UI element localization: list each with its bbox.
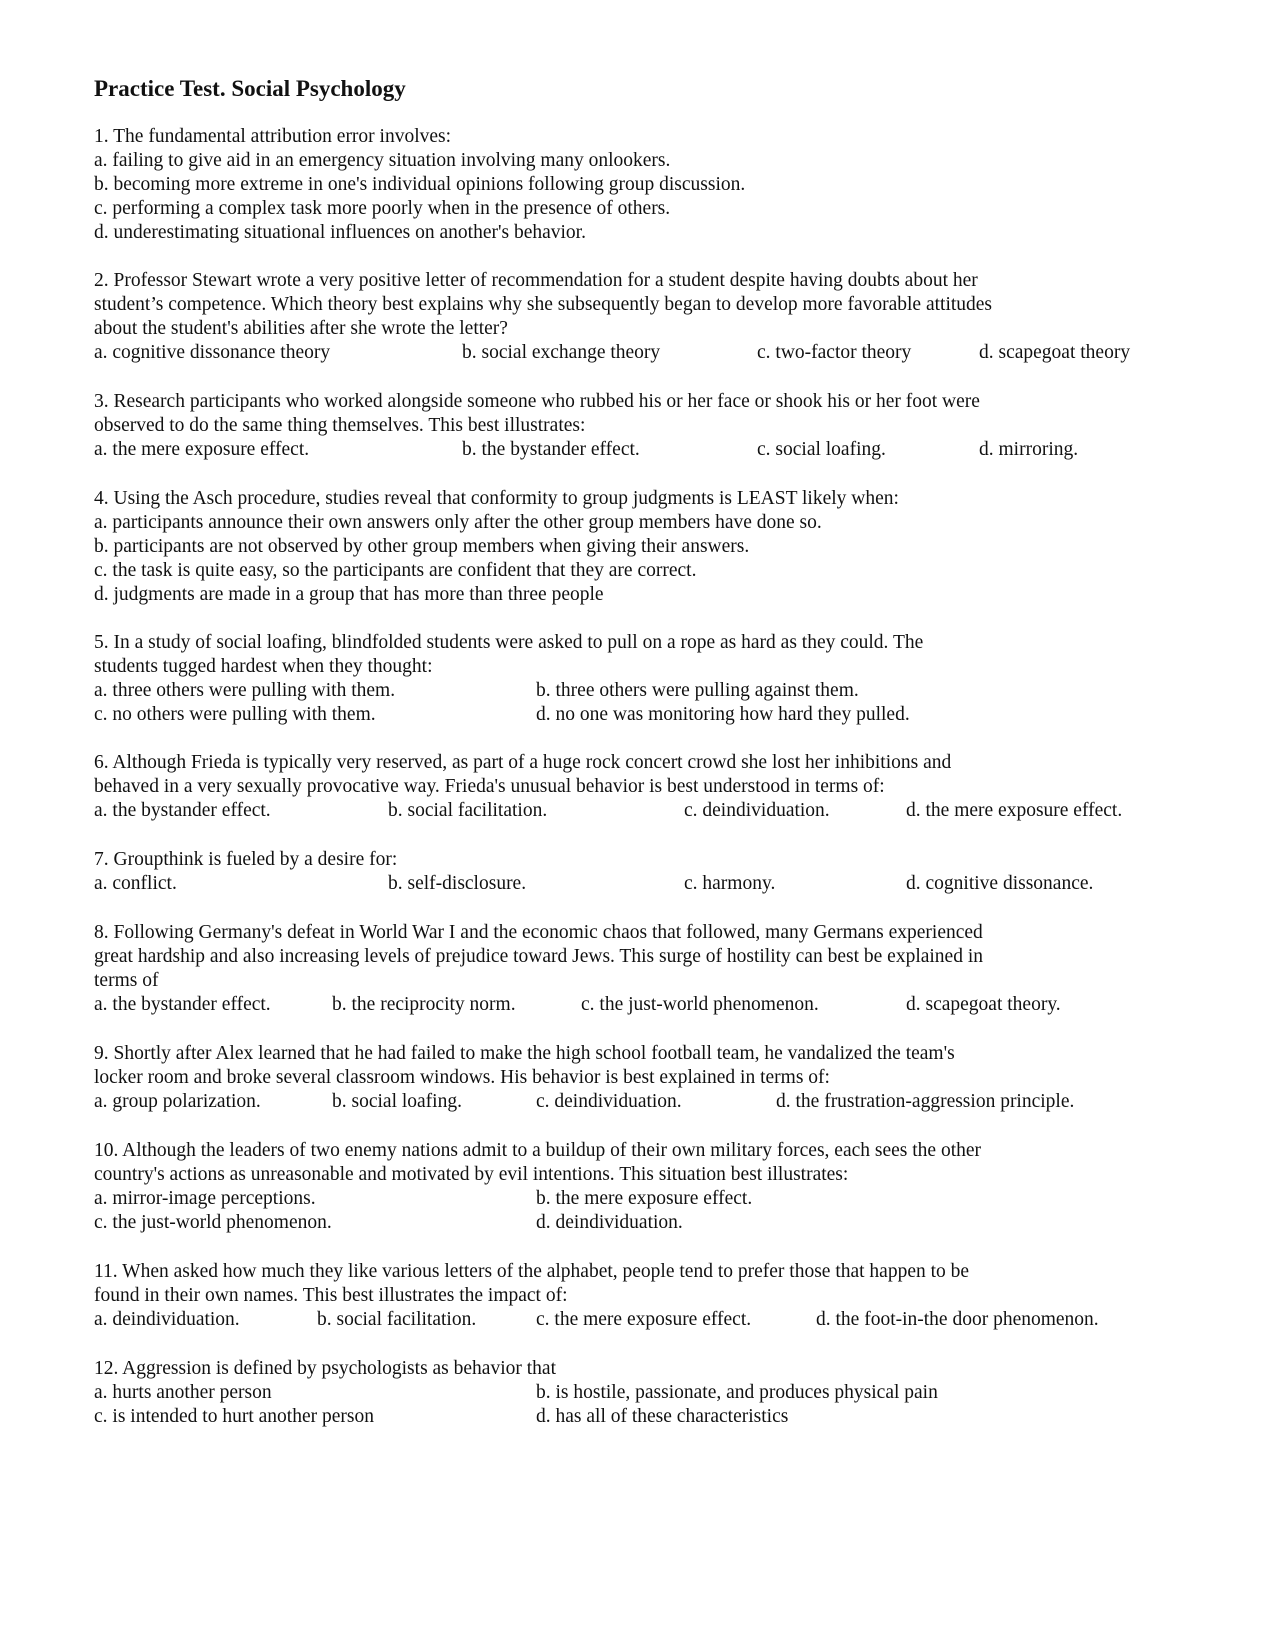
answer-option: c. no others were pulling with them. xyxy=(94,704,376,725)
answer-option: c. deindividuation. xyxy=(684,800,830,821)
answer-option: b. self-disclosure. xyxy=(388,873,527,894)
answer-option: b. social facilitation. xyxy=(317,1309,477,1330)
question-stem: student’s competence. Which theory best explains why she subsequently began to develop more favorable attitudes xyxy=(94,294,993,315)
question-stem: students tugged hardest when they thought: xyxy=(94,656,433,677)
answer-option: c. social loafing. xyxy=(757,439,886,460)
answer-option: b. social facilitation. xyxy=(388,800,548,821)
question-stem: 9. Shortly after Alex learned that he had failed to make the high school football team, he vandalized the team's xyxy=(94,1043,955,1064)
answer-option: b. participants are not observed by other group members when giving their answers. xyxy=(94,536,750,557)
question-stem: about the student's abilities after she wrote the letter? xyxy=(94,318,508,339)
question-stem: 11. When asked how much they like various letters of the alphabet, people tend to prefer those that happen to be xyxy=(94,1261,970,1282)
question-stem: great hardship and also increasing levels of prejudice toward Jews. This surge of hostility can best be explained in xyxy=(94,946,984,967)
answer-option: b. is hostile, passionate, and produces physical pain xyxy=(536,1382,938,1403)
answer-option: d. the foot-in-the door phenomenon. xyxy=(816,1309,1099,1330)
question-stem: observed to do the same thing themselves. This best illustrates: xyxy=(94,415,586,436)
answer-option: c. performing a complex task more poorly when in the presence of others. xyxy=(94,198,671,219)
answer-option: a. three others were pulling with them. xyxy=(94,680,396,701)
question-stem: 2. Professor Stewart wrote a very positive letter of recommendation for a student despite having doubts about her xyxy=(94,270,978,291)
answer-option: a. deindividuation. xyxy=(94,1309,240,1330)
answer-option: c. the mere exposure effect. xyxy=(536,1309,752,1330)
answer-option: a. participants announce their own answers only after the other group members have done so. xyxy=(94,512,822,533)
answer-option: b. becoming more extreme in one's individual opinions following group discussion. xyxy=(94,174,746,195)
question-stem: country's actions as unreasonable and motivated by evil intentions. This situation best illustrates: xyxy=(94,1164,849,1185)
answer-option: c. the just-world phenomenon. xyxy=(94,1212,332,1233)
answer-option: a. the bystander effect. xyxy=(94,994,271,1015)
answer-option: a. the bystander effect. xyxy=(94,800,271,821)
question-stem: 4. Using the Asch procedure, studies reveal that conformity to group judgments is LEAST likely when: xyxy=(94,488,899,509)
answer-option: b. the bystander effect. xyxy=(462,439,640,460)
answer-option: c. is intended to hurt another person xyxy=(94,1406,374,1427)
answer-option: d. scapegoat theory xyxy=(979,342,1131,363)
question-stem: locker room and broke several classroom windows. His behavior is best explained in terms of: xyxy=(94,1067,830,1088)
answer-option: a. group polarization. xyxy=(94,1091,261,1112)
question-stem: 1. The fundamental attribution error involves: xyxy=(94,126,452,147)
answer-option: b. three others were pulling against them. xyxy=(536,680,859,701)
answer-option: d. underestimating situational influences on another's behavior. xyxy=(94,222,586,243)
answer-option: d. the frustration-aggression principle. xyxy=(776,1091,1075,1112)
answer-option: b. the mere exposure effect. xyxy=(536,1188,753,1209)
answer-option: d. cognitive dissonance. xyxy=(906,873,1094,894)
answer-option: d. the mere exposure effect. xyxy=(906,800,1123,821)
question-stem: 12. Aggression is defined by psychologists as behavior that xyxy=(94,1358,556,1379)
question-stem: 10. Although the leaders of two enemy nations admit to a buildup of their own military forces, each sees the other xyxy=(94,1140,982,1161)
answer-option: c. the task is quite easy, so the participants are confident that they are correct. xyxy=(94,560,697,581)
answer-option: d. has all of these characteristics xyxy=(536,1406,789,1427)
answer-option: d. scapegoat theory. xyxy=(906,994,1061,1015)
question-stem: terms of xyxy=(94,970,159,991)
answer-option: c. the just-world phenomenon. xyxy=(581,994,819,1015)
answer-option: b. social loafing. xyxy=(332,1091,462,1112)
question-stem: 7. Groupthink is fueled by a desire for: xyxy=(94,849,398,870)
answer-option: d. judgments are made in a group that has more than three people xyxy=(94,584,604,605)
answer-option: c. harmony. xyxy=(684,873,776,894)
question-stem: found in their own names. This best illustrates the impact of: xyxy=(94,1285,568,1306)
answer-option: a. failing to give aid in an emergency situation involving many onlookers. xyxy=(94,150,671,171)
question-stem: 5. In a study of social loafing, blindfolded students were asked to pull on a rope as hard as they could. The xyxy=(94,632,924,653)
question-stem: 8. Following Germany's defeat in World War I and the economic chaos that followed, many Germans experienced xyxy=(94,922,983,943)
page-title: Practice Test. Social Psychology xyxy=(94,76,406,101)
answer-option: d. deindividuation. xyxy=(536,1212,683,1233)
answer-option: a. cognitive dissonance theory xyxy=(94,342,331,363)
question-stem: 3. Research participants who worked alongside someone who rubbed his or her face or shook his or her foot were xyxy=(94,391,980,412)
answer-option: a. hurts another person xyxy=(94,1382,272,1403)
answer-option: b. the reciprocity norm. xyxy=(332,994,516,1015)
answer-option: a. conflict. xyxy=(94,873,177,894)
answer-option: d. mirroring. xyxy=(979,439,1079,460)
answer-option: c. deindividuation. xyxy=(536,1091,682,1112)
answer-option: a. the mere exposure effect. xyxy=(94,439,310,460)
question-stem: behaved in a very sexually provocative way. Frieda's unusual behavior is best understood in terms of: xyxy=(94,776,885,797)
answer-option: a. mirror-image perceptions. xyxy=(94,1188,316,1209)
answer-option: c. two-factor theory xyxy=(757,342,912,363)
answer-option: b. social exchange theory xyxy=(462,342,661,363)
question-stem: 6. Although Frieda is typically very reserved, as part of a huge rock concert crowd she lost her inhibitions and xyxy=(94,752,952,773)
answer-option: d. no one was monitoring how hard they pulled. xyxy=(536,704,910,725)
